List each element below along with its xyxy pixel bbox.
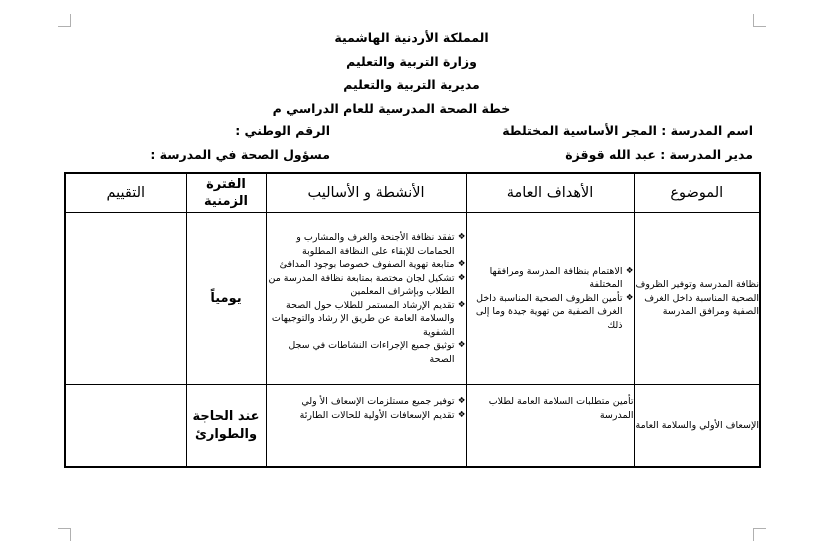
table-header-row — [65, 173, 760, 213]
goal-item: تأمين متطلبات السلامة العامة لطلاب المدرسة — [488, 396, 634, 421]
health-officer: مسؤول الصحة في المدرسة : — [150, 147, 330, 162]
crop-mark-bottom-right — [753, 528, 766, 541]
activity-item: ❖ تفقد نظافة الأجنحة والغرف والمشارب و الحمامات للإبقاء على النظافة المطلوبة — [267, 231, 466, 258]
topic-cell: نظافة المدرسة وتوفير الظروف الصحية المناسبة داخل الغرف الصفية ومرافق المدرسة — [634, 213, 760, 385]
period-cell: يومياً — [186, 213, 266, 385]
activities-cell — [266, 385, 466, 467]
kingdom-title: المملكة الأردنية الهاشمية — [334, 30, 489, 45]
activity-item: ❖ تقديم الإسعافات الأولية للحالات الطارئة — [267, 409, 466, 423]
activities-cell — [266, 213, 466, 385]
header-period: الفترة الزمنية — [186, 173, 266, 213]
header-topic: الموضوع — [634, 173, 760, 213]
national-id: الرقم الوطني : — [235, 123, 330, 138]
principal-name: مدير المدرسة : عبد الله قوقزة — [565, 147, 753, 162]
activity-item: ❖ تشكيل لجان مختصة بمتابعة نظافة المدرسة من الطلاب وبإشراف المعلمين — [267, 272, 466, 299]
ministry-title: وزارة التربية والتعليم — [346, 53, 477, 69]
health-plan-table — [64, 172, 761, 468]
evaluation-cell — [65, 385, 186, 467]
directorate-title: مديرية التربية والتعليم — [343, 77, 480, 92]
goal-item: ❖ الاهتمام بنظافة المدرسة ومرافقها المختلفة — [467, 265, 634, 292]
goal-item: ❖ تأمين الظروف الصحية المناسبة داخل الغرف الصفية من تهوية جيدة وما إلى ذلك — [467, 292, 634, 333]
table-row — [65, 213, 760, 385]
evaluation-cell — [65, 213, 186, 385]
activity-item: ❖ متابعة تهوية الصفوف خصوصا بوجود المدافئ — [267, 258, 466, 272]
document-header — [0, 26, 823, 120]
activity-item: ❖ توفير جميع مستلزمات الإسعاف الأ ولي — [267, 395, 466, 409]
activity-item: ❖ توثيق جميع الإجراءات النشاطات في سجل الصحة — [267, 339, 466, 366]
crop-mark-bottom-left — [58, 528, 71, 541]
table-row — [65, 385, 760, 467]
header-activities: الأنشطة و الأساليب — [266, 173, 466, 213]
goals-cell — [466, 385, 634, 467]
topic-cell: الإسعاف الأولي والسلامة العامة — [634, 385, 760, 467]
header-evaluation: التقييم — [65, 173, 186, 213]
plan-title: خطة الصحة المدرسية للعام الدراسي م — [272, 100, 511, 116]
activity-item: ❖ تقديم الإرشاد المستمر للطلاب حول الصحة والسلامة العامة عن طريق الإ رشاد والتوجيهات الشفوية — [267, 299, 466, 340]
period-cell: عند الحاجة والطوارئ — [186, 385, 266, 467]
header-goals: الأهداف العامة — [466, 173, 634, 213]
school-name: اسم المدرسة : المجر الأساسية المختلطة — [502, 123, 753, 138]
goals-cell — [466, 213, 634, 385]
